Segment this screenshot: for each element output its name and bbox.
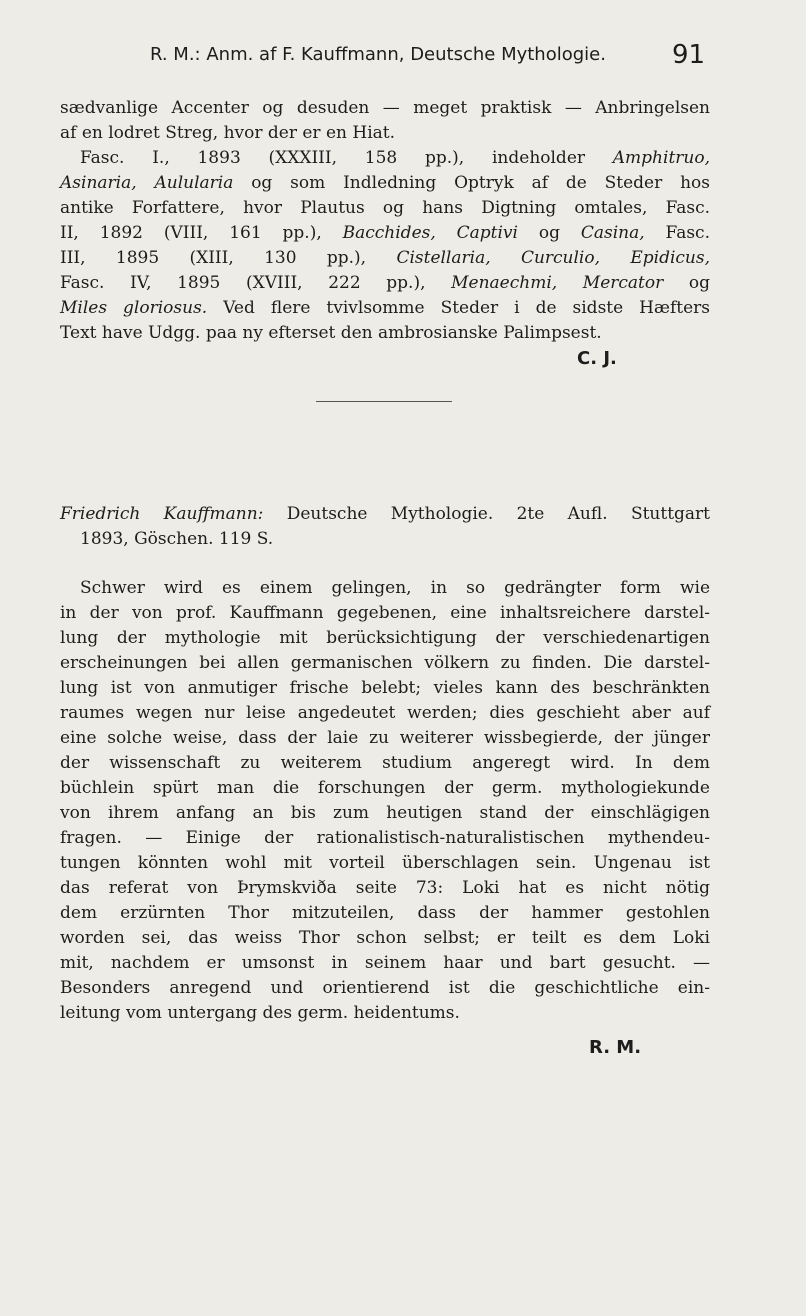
- signature-rm: R. M.: [589, 1037, 642, 1058]
- signature-cj: C. J.: [577, 348, 617, 369]
- text-line: büchlein spürt man die forschungen der germ. mythologiekunde: [60, 778, 710, 798]
- text-line: fragen. — Einige der rationalistisch-naturalistischen mythendeu-: [60, 828, 710, 848]
- text-line: das referat von Þrymskviða seite 73: Loki hat es nicht nötig: [60, 878, 710, 898]
- text-line: af en lodret Streg, hvor der er en Hiat.: [60, 123, 396, 143]
- text-line: Text have Udgg. paa ny efterset den ambrosianske Palimpsest.: [60, 323, 602, 343]
- text-line: sædvanlige Accenter og desuden — meget praktisk — Anbringelsen: [60, 98, 710, 118]
- text-line: Schwer wird es einem gelingen, in so gedrängter form wie: [80, 578, 710, 598]
- text-line: antike Forfattere, hvor Plautus og hans Digtning omtales, Fasc.: [60, 198, 710, 218]
- text-line: Asinaria, Aulularia og som Indledning Optryk af de Steder hos: [60, 173, 710, 193]
- text-line: eine solche weise, dass der laie zu weiterer wissbegierde, der jünger: [60, 728, 710, 748]
- text-line: Besonders anregend und orientierend ist die geschichtliche ein-: [60, 978, 710, 998]
- text-line: worden sei, das weiss Thor schon selbst; er teilt es dem Loki: [60, 928, 710, 948]
- citation-line: Friedrich Kauffmann: Deutsche Mythologie. 2te Aufl. Stuttgart: [60, 504, 711, 524]
- text-line: der wissenschaft zu weiterem studium angeregt wird. In dem: [60, 753, 710, 773]
- text-line: Fasc. IV, 1895 (XVIII, 222 pp.), Menaechmi, Mercator og: [60, 273, 710, 293]
- text-line: III, 1895 (XIII, 130 pp.), Cistellaria, Curculio, Epidicus,: [60, 248, 710, 268]
- section-divider: [316, 401, 452, 402]
- text-line: tungen könnten wohl mit vorteil überschlagen sein. Ungenau ist: [60, 853, 710, 873]
- text-line: II, 1892 (VIII, 161 pp.), Bacchides, Captivi og Casina, Fasc.: [60, 223, 710, 243]
- review-body: [60, 576, 710, 1026]
- text-line: in der von prof. Kauffmann gegebenen, eine inhaltsreichere darstel-: [60, 603, 710, 623]
- text-line: dem erzürnten Thor mitzuteilen, dass der hammer gestohlen: [60, 903, 710, 923]
- citation-line: 1893, Göschen. 119 S.: [80, 529, 274, 549]
- page-number: 91: [672, 40, 706, 70]
- text-line: Miles gloriosus. Ved flere tvivlsomme Steder i de sidste Hæfters: [60, 298, 711, 318]
- review-plautus: [60, 96, 710, 346]
- text-line: lung ist von anmutiger frische belebt; vieles kann des beschränkten: [60, 678, 710, 698]
- text-line: lung der mythologie mit berücksichtigung der verschiedenartigen: [60, 628, 710, 648]
- text-line: Fasc. I., 1893 (XXXIII, 158 pp.), indeholder Amphitruo,: [80, 148, 710, 168]
- text-line: von ihrem anfang an bis zum heutigen stand der einschlägigen: [60, 803, 710, 823]
- review-kauffmann: [60, 502, 710, 552]
- text-line: raumes wegen nur leise angedeutet werden; dies geschieht aber auf: [60, 703, 710, 723]
- text-line: mit, nachdem er umsonst in seinem haar und bart gesucht. —: [60, 953, 710, 973]
- text-line: erscheinungen bei allen germanischen völkern zu finden. Die darstel-: [60, 653, 710, 673]
- running-title: R. M.: Anm. af F. Kauffmann, Deutsche Mythologie.: [150, 44, 606, 65]
- text-line: leitung vom untergang des germ. heidentums.: [60, 1003, 460, 1023]
